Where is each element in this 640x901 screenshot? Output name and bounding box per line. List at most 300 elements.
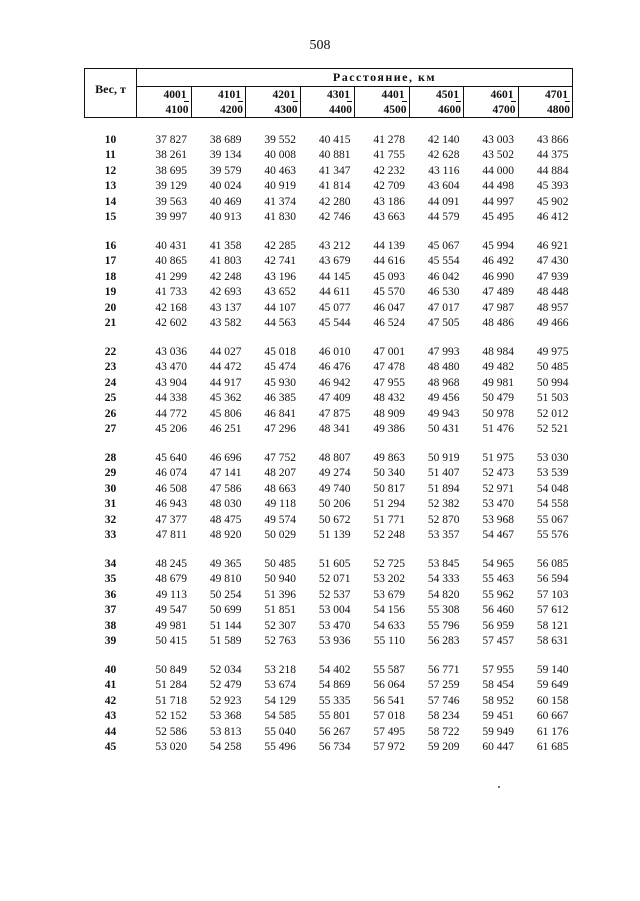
table-row <box>85 481 573 497</box>
weight-cell: 25 <box>104 392 117 405</box>
range-to: 4800 <box>547 104 570 116</box>
rate-cell: 52 248 <box>373 529 405 542</box>
group-spacer <box>85 649 573 662</box>
rate-cell: 52 763 <box>264 635 296 648</box>
rate-cell: 60 667 <box>536 710 569 723</box>
range-to: 4200 <box>220 104 243 116</box>
table-row <box>85 693 573 709</box>
rate-cell: 48 475 <box>209 513 242 526</box>
rate-cell: 55 801 <box>318 710 351 723</box>
range-to: 4300 <box>274 104 298 116</box>
rate-cell: 53 357 <box>427 529 460 542</box>
distance-range-6 <box>409 87 464 118</box>
rate-cell: 48 245 <box>155 557 187 570</box>
rate-cell: 40 913 <box>209 211 242 224</box>
table-row <box>85 572 573 588</box>
rate-cell: 45 544 <box>318 317 351 330</box>
table-row <box>85 285 573 301</box>
rate-cell: 46 841 <box>264 407 296 420</box>
rate-cell: 49 975 <box>536 345 569 358</box>
table-row <box>85 148 573 164</box>
table-row <box>85 466 573 482</box>
range-from: 4501 <box>436 89 459 101</box>
rate-cell: 45 362 <box>209 392 242 405</box>
rate-cell: 56 460 <box>482 604 514 617</box>
table-row <box>85 210 573 226</box>
rate-cell: 48 807 <box>318 451 351 464</box>
rate-cell: 55 796 <box>427 619 460 632</box>
rate-cell: 54 869 <box>318 679 351 692</box>
rate-cell: 40 024 <box>209 180 242 193</box>
rate-cell: 42 602 <box>155 317 187 330</box>
rate-cell: 54 585 <box>264 710 296 723</box>
rate-cell: 40 431 <box>155 239 187 252</box>
rate-cell: 56 734 <box>318 741 351 754</box>
weight-cell: 16 <box>104 239 117 252</box>
page-number: 508 <box>309 38 331 53</box>
range-to: 4600 <box>438 104 461 116</box>
rate-cell: 51 396 <box>264 588 296 601</box>
rate-cell: 48 448 <box>536 286 569 299</box>
scan-speck <box>498 786 500 788</box>
rate-cell: 43 582 <box>209 317 242 330</box>
distance-header: Расстояние, км <box>137 69 573 87</box>
rate-cell: 51 284 <box>155 679 187 692</box>
rate-cell: 41 358 <box>209 239 242 252</box>
rate-cell: 54 129 <box>264 694 296 707</box>
rate-cell: 45 393 <box>536 180 569 193</box>
rate-cell: 52 537 <box>318 588 351 601</box>
rate-cell: 52 521 <box>536 423 569 436</box>
rate-cell: 45 067 <box>427 239 460 252</box>
rate-cell: 43 186 <box>373 195 405 208</box>
table-row <box>85 450 573 466</box>
weight-cell: 19 <box>104 286 117 299</box>
rate-cell: 38 695 <box>155 164 187 177</box>
rate-cell: 42 168 <box>155 301 187 314</box>
rate-cell: 56 085 <box>536 557 569 570</box>
rate-cell: 44 611 <box>319 286 351 299</box>
rate-cell: 43 663 <box>373 211 405 224</box>
rate-cell: 54 633 <box>373 619 405 632</box>
rate-cell: 48 679 <box>155 573 187 586</box>
rate-cell: 46 385 <box>264 392 296 405</box>
rate-cell: 52 071 <box>318 573 351 586</box>
table-row <box>85 678 573 694</box>
rate-cell: 53 004 <box>318 604 351 617</box>
weight-cell: 33 <box>104 529 117 542</box>
rate-cell: 49 574 <box>264 513 296 526</box>
rate-cell: 45 902 <box>536 195 569 208</box>
rate-cell: 41 278 <box>373 133 405 146</box>
weight-cell: 38 <box>104 619 117 632</box>
rate-cell: 57 018 <box>373 710 405 723</box>
weight-cell: 14 <box>104 195 117 208</box>
rate-cell: 47 939 <box>536 270 569 283</box>
rate-cell: 49 740 <box>318 482 351 495</box>
range-from: 4701 <box>545 89 568 101</box>
rate-cell: 47 993 <box>427 345 460 358</box>
rate-cell: 45 206 <box>155 423 187 436</box>
rate-cell: 44 027 <box>209 345 242 358</box>
rate-cell: 44 498 <box>482 180 514 193</box>
group-spacer <box>85 437 573 450</box>
rate-cell: 51 139 <box>318 529 351 542</box>
range-from: 4001 <box>163 89 187 101</box>
rate-cell: 42 693 <box>209 286 242 299</box>
rate-cell: 55 110 <box>373 635 405 648</box>
rate-cell: 53 679 <box>373 588 405 601</box>
rate-cell: 51 503 <box>536 392 569 405</box>
rate-cell: 47 430 <box>536 255 569 268</box>
rate-cell: 47 875 <box>318 407 351 420</box>
rate-cell: 44 563 <box>264 317 296 330</box>
rate-cell: 55 040 <box>264 725 296 738</box>
weight-cell: 17 <box>104 255 117 268</box>
rate-cell: 47 811 <box>155 529 187 542</box>
table-row <box>85 422 573 438</box>
table-row <box>85 238 573 254</box>
rate-cell: 41 299 <box>155 270 187 283</box>
distance-range-4 <box>300 87 355 118</box>
rate-cell: 37 827 <box>155 133 187 146</box>
range-to: 4400 <box>329 104 352 116</box>
rate-cell: 48 480 <box>427 361 460 374</box>
group-spacer <box>85 225 573 238</box>
rate-cell: 40 008 <box>264 149 296 162</box>
rate-cell: 58 234 <box>427 710 460 723</box>
rate-cell: 58 631 <box>536 635 569 648</box>
range-separator <box>184 101 189 102</box>
range-from: 4601 <box>490 89 514 101</box>
rate-cell: 44 000 <box>482 164 514 177</box>
rate-cell: 46 530 <box>427 286 460 299</box>
rate-cell: 41 374 <box>264 195 296 208</box>
rate-cell: 48 984 <box>482 345 514 358</box>
range-to: 4500 <box>383 104 407 116</box>
rate-cell: 55 463 <box>482 573 514 586</box>
rate-cell: 54 965 <box>482 557 514 570</box>
rate-cell: 43 212 <box>318 239 351 252</box>
table-row <box>85 740 573 756</box>
rate-cell: 42 280 <box>318 195 351 208</box>
rate-cell: 46 010 <box>318 345 351 358</box>
rate-cell: 46 412 <box>536 211 569 224</box>
rate-cell: 52 586 <box>155 725 187 738</box>
rate-cell: 43 116 <box>428 164 460 177</box>
rate-cell: 41 830 <box>264 211 296 224</box>
distance-range-8 <box>518 87 573 118</box>
weight-cell: 13 <box>104 180 117 193</box>
rate-cell: 44 375 <box>536 149 569 162</box>
rate-cell: 39 579 <box>209 164 242 177</box>
rate-cell: 49 365 <box>209 557 242 570</box>
rate-cell: 50 479 <box>482 392 514 405</box>
rate-cell: 55 587 <box>373 663 405 676</box>
rate-cell: 51 144 <box>209 619 242 632</box>
rate-cell: 51 589 <box>209 635 242 648</box>
rate-cell: 46 047 <box>373 301 405 314</box>
table-row <box>85 344 573 360</box>
rate-cell: 61 685 <box>536 741 569 754</box>
rate-cell: 47 141 <box>209 467 242 480</box>
rate-cell: 51 605 <box>318 557 351 570</box>
rate-cell: 52 923 <box>209 694 242 707</box>
rate-cell: 54 048 <box>536 482 569 495</box>
rate-cell: 46 492 <box>482 255 514 268</box>
rate-cell: 45 554 <box>427 255 460 268</box>
rate-cell: 54 820 <box>427 588 460 601</box>
rate-cell: 43 502 <box>482 149 514 162</box>
rate-cell: 41 755 <box>373 149 405 162</box>
rate-cell: 55 496 <box>264 741 296 754</box>
rate-cell: 46 943 <box>155 498 187 511</box>
rate-cell: 38 261 <box>155 149 187 162</box>
rate-cell: 53 470 <box>318 619 351 632</box>
rate-cell: 45 570 <box>373 286 405 299</box>
rate-cell: 47 377 <box>155 513 187 526</box>
tariff-table <box>84 68 573 755</box>
rate-cell: 47 489 <box>482 286 514 299</box>
rate-cell: 44 579 <box>427 211 460 224</box>
table-body <box>85 118 573 756</box>
rate-cell: 60 158 <box>536 694 569 707</box>
rate-cell: 45 018 <box>264 345 296 358</box>
rate-cell: 44 616 <box>373 255 405 268</box>
rate-cell: 45 495 <box>482 211 514 224</box>
rate-cell: 56 064 <box>373 679 405 692</box>
rate-cell: 50 978 <box>482 407 514 420</box>
rate-cell: 56 959 <box>482 619 514 632</box>
table-row <box>85 603 573 619</box>
weight-cell: 34 <box>104 557 117 570</box>
table-row <box>85 316 573 332</box>
range-from: 4401 <box>381 89 405 101</box>
rate-cell: 57 103 <box>536 588 569 601</box>
rate-cell: 41 347 <box>318 164 351 177</box>
rate-cell: 42 709 <box>373 180 405 193</box>
rate-cell: 48 030 <box>209 498 242 511</box>
weight-cell: 20 <box>104 301 117 314</box>
rate-cell: 49 113 <box>155 588 187 601</box>
rate-cell: 42 746 <box>318 211 351 224</box>
rate-cell: 45 077 <box>318 301 351 314</box>
rate-cell: 41 803 <box>209 255 242 268</box>
rate-cell: 60 447 <box>482 741 514 754</box>
rate-cell: 59 451 <box>482 710 514 723</box>
weight-cell: 11 <box>105 149 116 162</box>
rate-cell: 42 248 <box>209 270 242 283</box>
rate-cell: 43 652 <box>264 286 296 299</box>
rate-cell: 45 640 <box>155 451 187 464</box>
rate-cell: 49 118 <box>264 498 296 511</box>
rate-cell: 41 814 <box>318 180 351 193</box>
rate-cell: 42 232 <box>373 164 405 177</box>
rate-cell: 50 254 <box>209 588 242 601</box>
rate-cell: 44 145 <box>318 270 351 283</box>
weight-cell: 42 <box>104 694 117 707</box>
rate-cell: 49 981 <box>155 619 187 632</box>
table-row <box>85 528 573 544</box>
rate-cell: 47 478 <box>373 361 405 374</box>
table-row <box>85 497 573 513</box>
rate-cell: 52 382 <box>427 498 460 511</box>
rate-cell: 43 470 <box>155 361 187 374</box>
rate-cell: 48 341 <box>318 423 351 436</box>
rate-cell: 49 547 <box>155 604 187 617</box>
rate-cell: 49 810 <box>209 573 242 586</box>
range-to: 4100 <box>165 104 189 116</box>
rate-cell: 47 409 <box>318 392 351 405</box>
rate-cell: 53 368 <box>209 710 242 723</box>
rate-cell: 47 586 <box>209 482 242 495</box>
rate-cell: 53 813 <box>209 725 242 738</box>
weight-cell: 26 <box>104 407 117 420</box>
rate-cell: 58 121 <box>536 619 569 632</box>
rate-cell: 52 725 <box>373 557 405 570</box>
rate-cell: 51 771 <box>373 513 405 526</box>
rate-cell: 44 917 <box>209 376 242 389</box>
rate-cell: 43 866 <box>536 133 569 146</box>
range-separator <box>456 101 461 102</box>
table-row <box>85 512 573 528</box>
weight-cell: 15 <box>104 211 117 224</box>
rate-cell: 48 663 <box>264 482 296 495</box>
rate-cell: 49 456 <box>427 392 460 405</box>
rate-cell: 50 029 <box>264 529 296 542</box>
rate-cell: 55 962 <box>482 588 514 601</box>
rate-cell: 57 457 <box>482 635 514 648</box>
rate-cell: 51 894 <box>427 482 460 495</box>
rate-cell: 44 772 <box>155 407 187 420</box>
rate-cell: 50 485 <box>264 557 296 570</box>
rate-cell: 53 020 <box>155 741 187 754</box>
rate-cell: 42 140 <box>427 133 460 146</box>
rate-cell: 54 467 <box>482 529 514 542</box>
distance-range-2 <box>191 87 246 118</box>
rate-cell: 52 034 <box>209 663 242 676</box>
rate-cell: 56 267 <box>318 725 351 738</box>
rate-cell: 51 718 <box>155 694 187 707</box>
rate-cell: 40 865 <box>155 255 187 268</box>
rate-cell: 52 307 <box>264 619 296 632</box>
rate-cell: 46 074 <box>155 467 187 480</box>
table-row <box>85 179 573 195</box>
rate-cell: 49 466 <box>536 317 569 330</box>
table-row <box>85 194 573 210</box>
range-separator <box>238 101 243 102</box>
rate-cell: 53 968 <box>482 513 514 526</box>
weight-cell: 22 <box>104 345 117 358</box>
table-row <box>85 163 573 179</box>
rate-cell: 58 952 <box>482 694 514 707</box>
rate-cell: 50 699 <box>209 604 242 617</box>
rate-cell: 43 904 <box>155 376 187 389</box>
distance-range-1 <box>137 87 192 118</box>
range-separator <box>347 101 352 102</box>
weight-cell: 23 <box>104 361 117 374</box>
rate-cell: 55 067 <box>536 513 569 526</box>
rate-cell: 39 563 <box>155 195 187 208</box>
rate-cell: 44 472 <box>209 361 242 374</box>
table-row <box>85 709 573 725</box>
rate-cell: 47 296 <box>264 423 296 436</box>
rate-cell: 48 920 <box>209 529 242 542</box>
rate-cell: 51 407 <box>427 467 460 480</box>
rate-cell: 51 294 <box>373 498 405 511</box>
rate-cell: 54 558 <box>536 498 569 511</box>
range-separator <box>565 101 570 102</box>
rate-cell: 43 679 <box>318 255 351 268</box>
rate-cell: 55 308 <box>427 604 460 617</box>
rate-cell: 57 972 <box>373 741 405 754</box>
rate-cell: 47 987 <box>482 301 514 314</box>
rate-cell: 43 604 <box>427 180 460 193</box>
rate-cell: 48 207 <box>264 467 296 480</box>
rate-cell: 44 338 <box>155 392 187 405</box>
distance-range-7 <box>464 87 519 118</box>
range-from: 4101 <box>218 89 241 101</box>
weight-cell: 28 <box>104 451 117 464</box>
rate-cell: 46 990 <box>482 270 514 283</box>
table-row <box>85 406 573 422</box>
rate-cell: 42 285 <box>264 239 296 252</box>
rate-cell: 50 919 <box>427 451 460 464</box>
rate-cell: 56 594 <box>536 573 569 586</box>
table-row <box>85 375 573 391</box>
rate-cell: 47 017 <box>427 301 460 314</box>
table-row <box>85 556 573 572</box>
rate-cell: 45 806 <box>209 407 242 420</box>
group-spacer <box>85 331 573 344</box>
weight-cell: 40 <box>104 663 117 676</box>
weight-cell: 27 <box>104 423 117 436</box>
rate-cell: 46 942 <box>318 376 351 389</box>
rate-cell: 45 093 <box>373 270 405 283</box>
group-spacer <box>85 118 573 133</box>
rate-cell: 58 722 <box>427 725 460 738</box>
rate-cell: 53 674 <box>264 679 296 692</box>
range-to: 4700 <box>492 104 516 116</box>
rate-cell: 45 930 <box>264 376 296 389</box>
weight-cell: 36 <box>104 588 117 601</box>
rate-cell: 54 258 <box>209 741 242 754</box>
table-row <box>85 618 573 634</box>
rate-cell: 46 042 <box>427 270 460 283</box>
rate-cell: 51 851 <box>264 604 296 617</box>
rate-cell: 52 152 <box>155 710 187 723</box>
rate-cell: 40 919 <box>264 180 296 193</box>
rate-cell: 47 752 <box>264 451 296 464</box>
rate-cell: 56 283 <box>427 635 460 648</box>
rate-cell: 45 994 <box>482 239 514 252</box>
rate-cell: 59 949 <box>482 725 514 738</box>
rate-cell: 53 030 <box>536 451 569 464</box>
weight-cell: 29 <box>104 467 117 480</box>
rate-cell: 40 415 <box>318 133 351 146</box>
rate-cell: 53 202 <box>373 573 405 586</box>
range-separator <box>293 101 298 102</box>
weight-cell: 43 <box>104 710 117 723</box>
rate-cell: 61 176 <box>536 725 569 738</box>
rate-cell: 53 845 <box>427 557 460 570</box>
rate-cell: 48 909 <box>373 407 405 420</box>
rate-cell: 52 473 <box>482 467 514 480</box>
rate-cell: 49 981 <box>482 376 514 389</box>
weight-cell: 37 <box>104 604 117 617</box>
rate-cell: 44 107 <box>264 301 296 314</box>
rate-cell: 45 474 <box>264 361 296 374</box>
